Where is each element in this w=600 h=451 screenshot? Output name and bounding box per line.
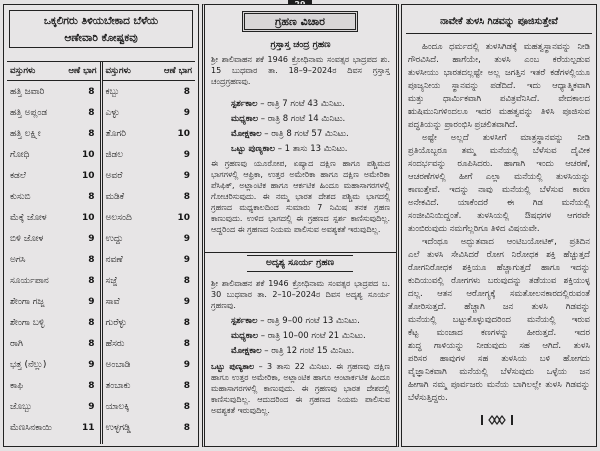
table-row (7, 270, 100, 291)
table-header (7, 62, 100, 81)
anna-share-value: 8 (88, 275, 95, 286)
article-line: ಪದ್ಧತಿಯನ್ನು ಪ್ರಾರಂಭಿಸಿ ಪ್ರಚಲಿತವಾಗಿದೆ. (408, 120, 518, 130)
crop-name: ಸೂರ್ಯಪಾನ (10, 275, 49, 286)
timing-line (231, 143, 391, 156)
article-line: ಆಚರಣೆಗಳಲ್ಲಿ ಹೀಗೆ ಎಲ್ಲಾ ಮನೆಯಲ್ಲಿ ತುಳಸಿಯನ್ನು (408, 172, 590, 182)
article-line: ಮತ್ತು ಧಾರ್ಮಿಕವಾಗಿ ಪವಿತ್ರವೆನಿಸಿದೆ. ವೇದಕಾಲದ (408, 94, 590, 104)
table-row (7, 207, 100, 228)
timing-label: ಸ್ಪರ್ಶಕಾಲ (231, 316, 258, 326)
crop-yield-table (7, 61, 195, 444)
anna-share-value: 9 (183, 149, 190, 160)
article-body (408, 41, 590, 411)
header-value: ಆಣೆ ಭಾಗ (163, 66, 192, 76)
timing-label: ಮೋಕ್ಷಕಾಲ (231, 346, 262, 356)
timing-value: – ರಾತ್ರಿ 12 ಗಂಟೆ 15 ಮಿನಿಟು. (261, 346, 355, 356)
timing-line (231, 330, 391, 343)
table-row (103, 144, 196, 165)
anna-share-value: 10 (81, 170, 95, 181)
timing-value: – 1 ತಾಸು 13 ಮಿನಿಟು. (275, 144, 348, 154)
table-row (7, 249, 100, 270)
article-line: ತುಳಸೀಯು ಭಾರತದಲ್ಲಷ್ಟೇ ಅಲ್ಲ ಜಗತ್ತಿನ ಇತರೆ ಕಡೆಗಳಲ್ಲಿಯೂ (408, 68, 590, 78)
ornament-icon (480, 414, 514, 426)
total-duration-label: ಒಟ್ಟು ಪುಣ್ಯಕಾಲ (211, 362, 255, 371)
article-line: ಪ್ರತಿಯೊಬ್ಬರೂ ತಮ್ಮ ಮನೆಯಲ್ಲಿ ಬೆಳೆಸುವ ದೈವೀಕ (408, 146, 590, 156)
crop-name: ತೊಗರಿ (105, 128, 126, 139)
table-row (7, 354, 100, 375)
table-row (7, 81, 100, 102)
crop-name: ಹತ್ತಿ ಅಪ್ಲಂಡ (10, 107, 48, 118)
crop-name: ಭತ್ತ (ನೆಲ್ಲು) (10, 359, 47, 370)
table-row (7, 375, 100, 396)
crop-name: ರಾಗಿ (10, 338, 23, 349)
timing-label: ಮಧ್ಯಕಾಲ (231, 331, 259, 341)
timing-label: ಸ್ಪರ್ಶಕಾಲ (231, 99, 258, 109)
crop-name: ಕಡಲೆ (10, 170, 26, 181)
anna-share-value: 8 (183, 191, 190, 202)
anna-share-value: 9 (183, 233, 190, 244)
anna-share-value: 11 (81, 422, 95, 433)
article-line: ಅಷ್ಟೇ ಅಲ್ಲದೆ ತುಳಸೀಗೆ ಮಾತ್ರಸ್ಥಾನವನ್ನು ನೀಡಿ (422, 133, 590, 143)
solar-eclipse-text: ಈ ಗ್ರಹಣವು ದಕ್ಷಿಣ ಹಾಗೂ ಉತ್ತರ ಅಮೇರಿಕಾ, ಅಟ್ಲಾಂಟಿಕ ಹಾಗೂ ಆಂಟಾರ್ಕಟಿಕ ಹಿಂದೂ ಮಹಾಸಾಗರಗಳಲ್ಲಿ ಕಾಣುವುದು. ಈ ಗ್ರಹಣವು ಭಾರತ ದೇಶದಲ್ಲಿ ಕಾಣಿಸುವುದಿಲ್ಲ. ಆದುದರಿಂದ ಈ ಗ್ರಹಣದ ನಿಯಮ ಪಾಲಿಸುವ ಅವಶ್ಯಕತೆ ಇರುವುದಿಲ್ಲ. (211, 362, 390, 415)
article-line: ಸಂಜೀವಿನಿಯಿದ್ದಂತೆ. ತುಳಸಿಯಲ್ಲಿ ಔಷಧಗಳ ಆಗರವೇ (408, 211, 590, 221)
crop-name: ಸಾವೆ (105, 296, 120, 307)
timing-line (231, 113, 391, 126)
article-line: ಪರಿಸರ ಹಾವುಗಳ ಸಹ ತುಳಸಿಯ ಬಳಿ ಹೋಗದು (408, 354, 590, 364)
anna-share-value: 8 (183, 317, 190, 328)
header-value: ಆಣೆ ಭಾಗ (68, 66, 97, 76)
article-line: ಹೀಗಾಗಿ ನಮ್ಮ ಪೂರ್ವಜರು ಮನೆಯ ಬಾಗಿಲಲ್ಲೇ ತುಳಸಿ ಗಿಡವನ್ನು (408, 380, 590, 390)
timing-value: – ರಾತ್ರಿ 9–00 ಗಂಟೆ 13 ಮಿನಿಟು. (257, 316, 360, 326)
crop-name: ಉದ್ದು (105, 233, 124, 244)
table-row (7, 186, 100, 207)
crop-name: ಬಿಳಿ ಜೋಳ (10, 233, 44, 244)
crop-name: ಅಂಬಾಡಿ (105, 359, 131, 370)
table-row (103, 270, 196, 291)
article-line: ವೈಜ್ಞಾನಿಕವಾಗಿ ಮನೆಯಲ್ಲಿ ಬೆಳೆಸುವುದು ಒಳ್ಳೆಯ ಜನ (408, 367, 590, 377)
table-title-line-1: ಒಕ್ಕಲಿಗರು ತಿಳಿಯಬೇಕಾದ ಬೆಳೆಯ (43, 15, 159, 27)
crop-name: ಮೆಕ್ಕೆ ಜೋಳ (10, 212, 47, 223)
table-row (7, 228, 100, 249)
anna-share-value: 8 (183, 401, 190, 412)
crop-name: ಜೊಬ್ಬು (10, 401, 33, 412)
anna-share-value: 8 (183, 338, 190, 349)
table-row (103, 312, 196, 333)
article-line: ಅನೇಕವಿದೆ. ಯಾಕೆಂದರೆ ಈ ಗಿಡ ಮನೆಯಲ್ಲಿ (408, 198, 590, 208)
crop-name: ಕಾಫಿ (10, 380, 23, 391)
timing-line (231, 98, 391, 111)
anna-share-value: 10 (177, 212, 190, 223)
timing-label: ಮೋಕ್ಷಕಾಲ (231, 129, 262, 139)
table-row (103, 207, 196, 228)
table-title-line-2: ಆಣೇವಾರಿ ಕೋಷ್ಟಕವು (64, 32, 138, 44)
crop-name: ಗೋಧಿ (10, 149, 30, 160)
crop-name: ತಂಬಾಕು (105, 380, 131, 391)
article-line: ತುಂಬಿರುವುದು ನಮಗೆಲ್ಲರಿಗೂ ತಿಳಿದ ವಿಷಯವೇ. (408, 224, 540, 234)
crop-name: ಗುರೆಳ್ಳು (105, 317, 127, 328)
crop-yield-table-column (3, 4, 199, 447)
article-line: ಎಲೆ ತುಳಸಿ ಸೇವಿಸಿದರೆ ರೋಗ ನಿರೋಧಕ ಶಕ್ತಿ ಹೆಚ್ಚುತ್ತದೆ (408, 250, 590, 260)
table-row (7, 417, 100, 438)
section-banner: ಗ್ರಹಣ ವಿಚಾರ (242, 11, 358, 32)
timing-line (231, 315, 391, 328)
article-line: ಕುದಿಯುವಲ್ಲಿ ರೋಗಗಳು ಬರುವುದನ್ನು ತಡೆಯುವ ಶಕ್ತಿಯುಳ್ಳ (408, 276, 590, 286)
crop-name: ಮಡಿಕೆ (105, 191, 125, 202)
anna-share-value: 8 (88, 380, 95, 391)
article-line: ಬೆಳೆಸುತ್ತಿದ್ದರು. (408, 393, 448, 403)
article-line: ಗೌರವಿಸಿದೆ. ಹಾಗೆಯೇ, ತುಳಸಿ ಎಂಬ ಕರೆಯಲ್ಪಡುವ (408, 55, 590, 65)
table-row (103, 123, 196, 144)
article-line: ಪೂಜ್ಯನೀಯ ಸ್ಥಾನವನ್ನು ಪಡೆದಿದೆ. ಇದು ಆಧ್ಯಾತ್ಮಿಕವಾಗಿ (408, 81, 590, 91)
anna-share-value: 9 (88, 401, 95, 412)
table-row (7, 333, 100, 354)
anna-share-value: 10 (177, 128, 190, 139)
article-line: ರೋಗನಿರೋಧಕ ಶಕ್ತಿಯೂ ಹೆಚ್ಚಾಗುತ್ತದೆ ಹಾಗೂ ಇದನ್ನು (408, 263, 590, 273)
anna-share-value: 8 (183, 422, 190, 433)
table-row (103, 186, 196, 207)
crop-name: ಎಳ್ಳು (105, 107, 120, 118)
anna-share-value: 9 (183, 170, 190, 181)
crop-name: ಉಳ್ಳಗಡ್ಡಿ (105, 422, 131, 433)
table-row (103, 375, 196, 396)
table-row (7, 144, 100, 165)
article-line: ಮನೆಯಲ್ಲಿ ಬಟ್ಟುಕೊಳ್ಳುವುದರಿಂದ ಮನೆಯಲ್ಲಿ ಇರುವ (408, 315, 590, 325)
anna-share-value: 8 (88, 107, 95, 118)
crop-name: ಅಲಸಂದಿ (105, 212, 132, 223)
crop-name: ನವಣೆ (105, 254, 123, 265)
header-item: ವಸ್ತುಗಳು (10, 66, 36, 76)
anna-share-value: 9 (183, 296, 190, 307)
anna-share-value: 8 (183, 275, 190, 286)
crop-name: ಅಗಸಿ (10, 254, 26, 265)
anna-share-value: 9 (183, 254, 190, 265)
anna-share-value: 8 (88, 254, 95, 265)
anna-share-value: 8 (183, 86, 190, 97)
crop-name: ಹತ್ತಿ ಜವಾರಿ (10, 86, 45, 97)
article-line: ಕಾಣುತ್ತೇವೆ. ಇದನ್ನು ನಾವು ಮನೆಯಲ್ಲಿ ಬೆಳೆಸುವ ಕಾರಣ (408, 185, 590, 195)
crop-name: ಮೆಣಸಿನಕಾಯಿ (10, 422, 52, 433)
table-row (103, 228, 196, 249)
article-line: ಋಷಿಮುನಿಗಳಿಂದಲೂ ಇದರ ಮಹತ್ವವನ್ನು ತಿಳಿಸಿ ಪೂಜಿಸುವ (408, 107, 590, 117)
timing-line (231, 128, 391, 141)
anna-share-value: 8 (88, 191, 95, 202)
article-line: ಇದೆಂಥೂ ಅದ್ಭುತವಾದ ಆಂಟಿಬಯೋಟಿಕ್, ಪ್ರತಿದಿನ (422, 237, 590, 247)
article-line: ಶುದ್ಧ ಗಾಳಿಯನ್ನು ನೀಡುವುದು ಸಹ ಆಗಿದೆ. ತುಳಸಿ (408, 341, 590, 351)
timing-value: – ರಾತ್ರಿ 8 ಗಂಟೆ 14 ಮಿನಿಟು. (258, 114, 346, 124)
table-row (103, 333, 196, 354)
table-title (9, 10, 193, 48)
crop-name: ಕಬ್ಬು (105, 86, 120, 97)
anna-share-value: 9 (88, 296, 95, 307)
table-header (103, 62, 196, 81)
table-row (103, 417, 196, 438)
crop-name: ಶೇಂಗಾ ಗಜ್ಜ (10, 296, 45, 307)
timing-value: – ರಾತ್ರಿ 8 ಗಂಟೆ 57 ಮಿನಿಟು. (261, 129, 349, 139)
article-line: ದಲ್ಲ. ಆತನ ಆರೋಗ್ಯಕ್ಕೆ ಸಮತೋಲನಕಾರದಲ್ಲಿರುವಂತೆ (408, 289, 590, 299)
anna-share-value: 8 (88, 86, 95, 97)
lunar-eclipse-intro: ಶ್ರೀ ಶಾಲಿವಾಹನ ಶಕೆ 1946 ಕ್ರೋಧಿನಾಮ ಸಂವತ್ಸರ ಭಾದ್ರಪದ ಶು. 15 ಬುಧವಾರ ತಾ. 18–9–2024ರ ದಿವಸ ಗ್ರಸ್ತಾಸ್ತ ಚಂದ್ರಗ್ರಹಣವು. (211, 55, 390, 86)
table-row (103, 165, 196, 186)
table-row (103, 354, 196, 375)
anna-share-value: 10 (81, 212, 95, 223)
timing-line (231, 345, 391, 358)
crop-table-right (103, 62, 196, 444)
solar-eclipse-body (211, 361, 390, 443)
tulsi-article-column (401, 4, 597, 447)
article-line: ಸಂದರ್ಭವನ್ನು ರೂಪಿಸಿದರು. ಹಾಗಾಗಿ ಇಂದು ಆಚರಣೆ, (408, 159, 590, 169)
lunar-eclipse-body: ಈ ಗ್ರಹಣವು ಯೂರೋಪ, ಏಷ್ಯಾದ ದಕ್ಷಿಣ ಹಾಗೂ ಪಶ್ಚಿಮದ ಭಾಗಗಳಲ್ಲಿ ಆಫ್ರಿಕಾ, ಉತ್ತರ ಅಮೇರಿಕಾ ಹಾಗೂ ದಕ್ಷಿಣ ಅಮೇರಿಕಾ ಪೆಸಿಫಿಕ್, ಅಟ್ಲಾಂಟಿಕ ಹಾಗೂ ಆರ್ಕಟಿಕ ಹಿಂದೂ ಮಹಾಸಾಗರಗಳಲ್ಲಿ ಗೋಚರಿಸುವುದು. ಈ ನಮ್ಮ ಭಾರತ ದೇಶದ ಪಶ್ಚಿಮ ಭಾಗದಲ್ಲಿ ಗ್ರಹಣದ ಮಧ್ಯಕಾಲದಿಂದ ಸುಮಾರು 7 ನಿಮಿಷ ತನಕ ಗ್ರಹಣ ಕಾಣುವುದು. ಉಳಿದ ಭಾಗದಲ್ಲಿ ಈ ಗ್ರಹಣದ ಸ್ಪರ್ಶ ಕಾಣಿಸುವುದಿಲ್ಲ. ಆದ್ದರಿಂದ ಈ ಗ್ರಹಣದ ನಿಯಮ ಪಾಲಿಸುವ ಅವಶ್ಯಕತೆ ಇರುವುದಿಲ್ಲ. (211, 159, 390, 234)
article-line: ಹಿಂದೂ ಧರ್ಮದಲ್ಲಿ ತುಳಸಿಗಿಡಕ್ಕೆ ಮಹತ್ವಸ್ಥಾನವನ್ನು ನೀಡಿ (422, 42, 590, 52)
anna-share-value: 9 (88, 359, 95, 370)
lunar-eclipse-heading: ಗ್ರಸ್ತಾಸ್ತ ಚಂದ್ರ ಗ್ರಹಣ (270, 40, 331, 50)
table-row (103, 396, 196, 417)
crop-name: ಜಿಡಲ (105, 149, 124, 160)
anna-share-value: 8 (88, 317, 95, 328)
table-row (7, 102, 100, 123)
anna-share-value: 9 (183, 107, 190, 118)
article-line: ತೋರಿಸುತ್ತದೆ. ಹೆಚ್ಚಾಗಿ ಜನ ತುಳಸಿ ಗಿಡವನ್ನು (408, 302, 590, 312)
timing-label: ಒಟ್ಟು ಪುಣ್ಯಕಾಲ (231, 144, 275, 154)
header-item: ವಸ್ತುಗಳು (105, 66, 131, 76)
solar-eclipse-heading: ಅದೃಶ್ಯ ಸೂರ್ಯ ಗ್ರಹಣ (247, 255, 353, 272)
timing-label: ಮಧ್ಯಕಾಲ (231, 114, 259, 124)
table-row (103, 81, 196, 102)
timing-value: – ರಾತ್ರಿ 7 ಗಂಟೆ 43 ಮಿನಿಟು. (257, 99, 345, 109)
anna-share-value: 9 (183, 359, 190, 370)
table-row (7, 291, 100, 312)
article-line: ಕೆಟ್ಟ ಮಂಜಾದ ಕಣಗಳನ್ನು ಹೀರುತ್ತದೆ. ಇದರ (408, 328, 590, 338)
total-duration-value: – 3 ತಾಸು 22 ಮಿನಿಟು. (254, 362, 337, 371)
table-row (103, 249, 196, 270)
crop-name: ಹತ್ತಿ ಲಕ್ಷ್ಮೀ (10, 128, 41, 139)
solar-eclipse-intro: ಶ್ರೀ ಶಾಲಿವಾಹನ ಶಕೆ 1946 ಕ್ರೋಧಿನಾಮ ಸಂವತ್ಸರ ಭಾದ್ರಪದ ಬ. 30 ಬುಧವಾರ ತಾ. 2–10–2024ರ ದಿವಸ ಅದೃಶ್ಯ ಸೂರ್ಯ ಗ್ರಹಣವು. (211, 279, 390, 310)
anna-share-value: 10 (81, 149, 95, 160)
eclipse-info-column (202, 4, 399, 447)
article-title: ನಾವೇಕೆ ತುಳಸಿ ಗಿಡವನ್ನು ಪೂಜಿಸುತ್ತೇವೆ (406, 11, 592, 34)
table-row (7, 123, 100, 144)
crop-name: ಶೇಂಗಾ ಬಳ್ಳಿ (10, 317, 45, 328)
crop-name: ಸಜ್ಜೆ (105, 275, 118, 286)
crop-table-left (7, 62, 103, 444)
crop-name: ಹೆಸರು (105, 338, 125, 349)
anna-share-value: 8 (88, 128, 95, 139)
anna-share-value: 9 (88, 233, 95, 244)
anna-share-value: 8 (183, 380, 190, 391)
crop-name: ಯಾಲಕ್ಕಿ (105, 401, 130, 412)
table-row (7, 165, 100, 186)
crop-name: ಕುಸುಬಿ (10, 191, 31, 202)
timing-value: – ರಾತ್ರಿ 10–00 ಗಂಟೆ 21 ಮಿನಿಟು. (258, 331, 366, 341)
crop-name: ಅವರೆ (105, 170, 123, 181)
anna-share-value: 8 (88, 338, 95, 349)
table-row (103, 291, 196, 312)
table-row (7, 312, 100, 333)
section-divider (205, 252, 396, 253)
table-row (103, 102, 196, 123)
table-row (7, 396, 100, 417)
